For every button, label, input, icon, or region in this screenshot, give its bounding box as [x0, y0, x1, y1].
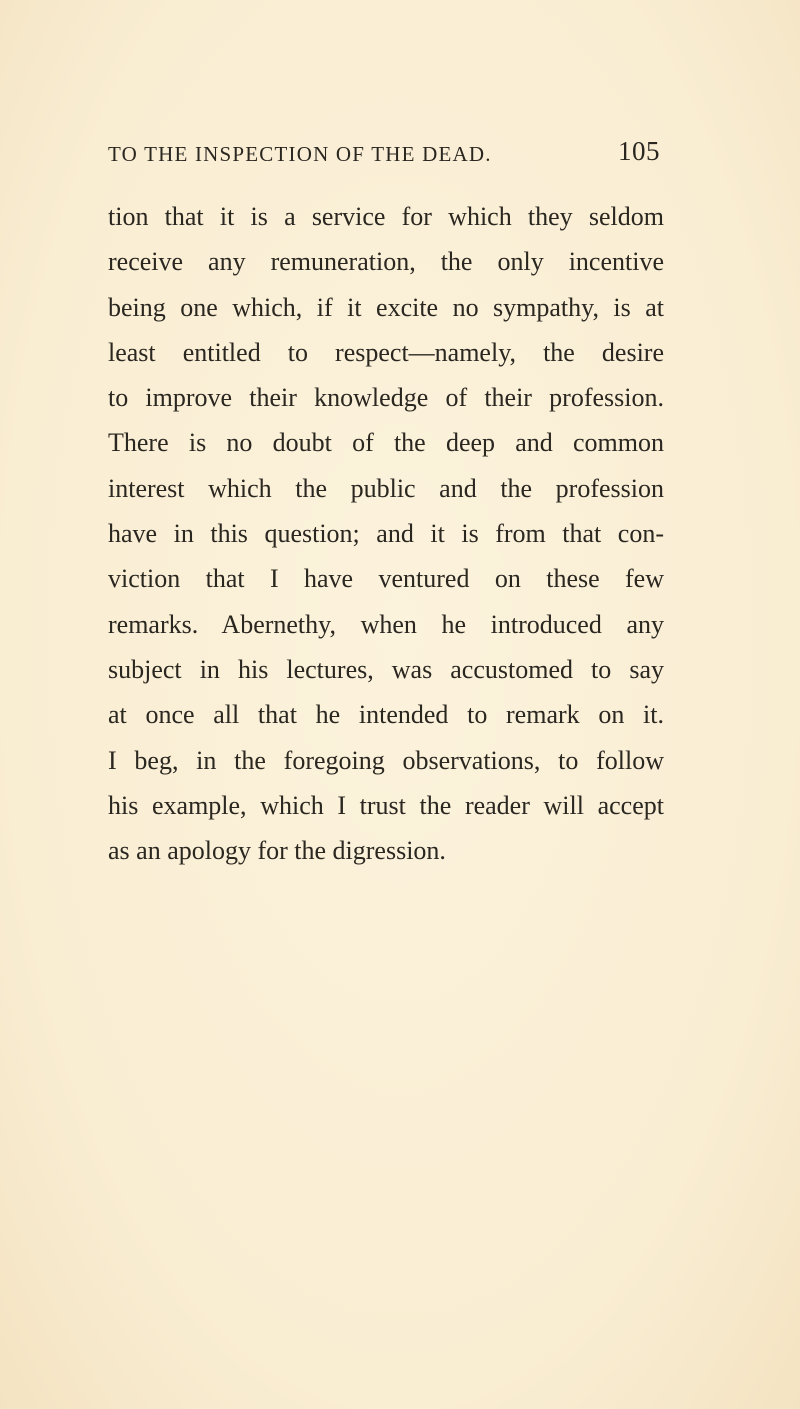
text-line: receive any remuneration, the only incentive	[108, 247, 664, 277]
page-header	[108, 136, 668, 176]
text-line: have in this question; and it is from that con-	[108, 519, 664, 549]
page-number: 105	[618, 136, 660, 166]
text-line: I beg, in the foregoing observations, to follow	[108, 745, 664, 775]
text-line: at once all that he intended to remark on it.	[108, 700, 664, 730]
body-text	[108, 194, 664, 873]
text-line: his example, which I trust the reader will accept	[108, 790, 664, 820]
text-line: as an apology for the digression.	[108, 836, 446, 866]
running-head: TO THE INSPECTION OF THE DEAD.	[108, 142, 492, 166]
text-line: viction that I have ventured on these few	[108, 564, 664, 594]
text-line: subject in his lectures, was accustomed to say	[108, 654, 664, 684]
text-line: least entitled to respect—namely, the desire	[108, 337, 664, 367]
text-line: remarks. Abernethy, when he introduced any	[108, 609, 664, 639]
text-line: There is no doubt of the deep and common	[108, 428, 664, 458]
text-line: to improve their knowledge of their profession.	[108, 383, 664, 413]
text-line: interest which the public and the profession	[108, 473, 664, 503]
text-line: being one which, if it excite no sympathy, is at	[108, 292, 664, 322]
text-line: tion that it is a service for which they seldom	[108, 202, 664, 231]
